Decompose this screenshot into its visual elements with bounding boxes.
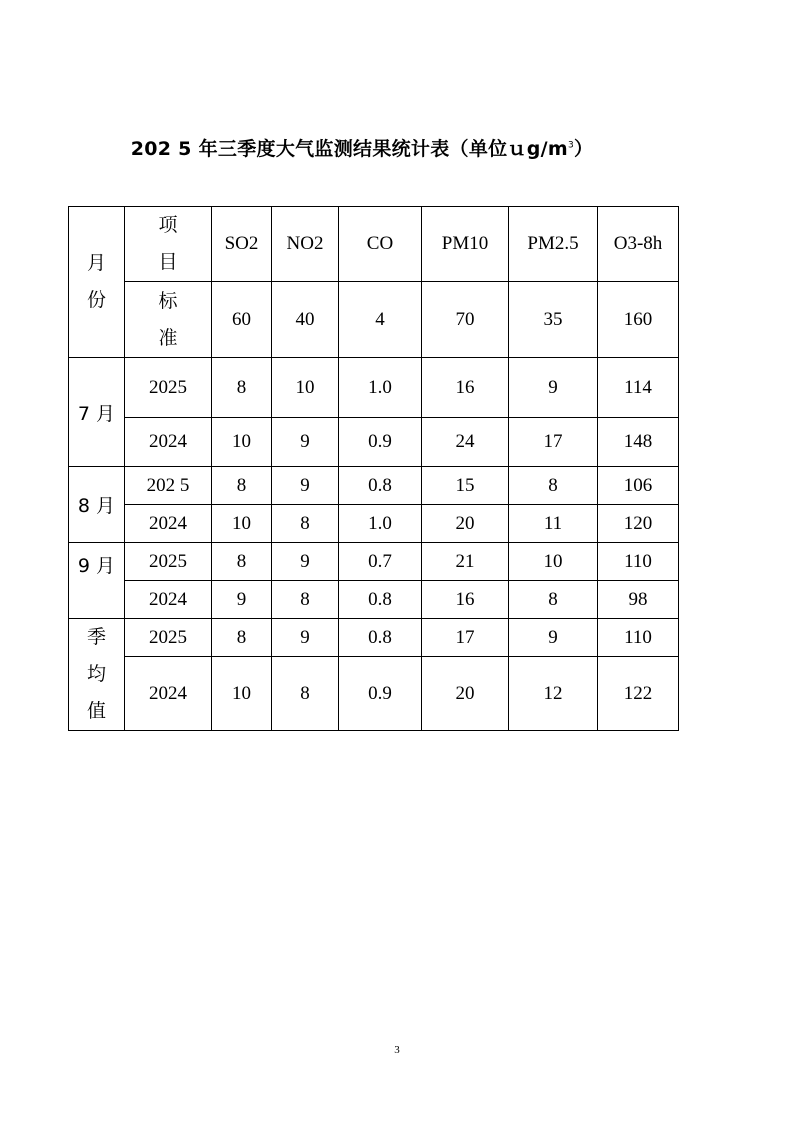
value-cell: 12 [509,657,598,731]
value-cell: 9 [272,467,339,505]
standard-row [69,282,679,358]
page-title [0,134,724,161]
page-number: 3 [394,1044,400,1056]
value-cell: 122 [598,657,679,731]
column-header: SO2 [212,207,272,282]
column-header: O3-8h [598,207,679,282]
value-cell: 8 [272,657,339,731]
avg-label-cell [69,619,125,731]
column-header: NO2 [272,207,339,282]
month-header-label: 月份 [86,252,106,311]
title-text: 202 5 年三季度大气监测结果统计表（单位ｕg/m [130,138,568,160]
table-row [69,358,679,418]
value-cell: 8 [509,581,598,619]
value-cell: 16 [422,358,509,418]
avg-label: 季均值 [86,626,106,722]
value-cell: 106 [598,467,679,505]
value-cell: 1.0 [339,358,422,418]
item-header-cell [125,207,212,282]
header-row [69,207,679,282]
value-cell: 24 [422,418,509,467]
year-cell: 2024 [125,418,212,467]
year-cell: 2025 [125,358,212,418]
value-cell: 9 [509,358,598,418]
month-header-cell [69,207,125,358]
table-row [69,543,679,581]
value-cell: 15 [422,467,509,505]
value-cell: 16 [422,581,509,619]
column-header: CO [339,207,422,282]
value-cell: 9 [272,619,339,657]
value-cell: 1.0 [339,505,422,543]
column-header: PM2.5 [509,207,598,282]
table-row [69,619,679,657]
value-cell: 8 [212,619,272,657]
value-cell: 10 [212,418,272,467]
value-cell: 9 [212,581,272,619]
table-row [69,467,679,505]
standard-value: 40 [272,282,339,358]
value-cell: 17 [422,619,509,657]
year-cell: 2025 [125,543,212,581]
value-cell: 9 [509,619,598,657]
value-cell: 20 [422,505,509,543]
month-label-sep: 9 月 [69,543,125,619]
value-cell: 10 [509,543,598,581]
year-cell: 2025 [125,619,212,657]
standard-value: 160 [598,282,679,358]
value-cell: 10 [212,657,272,731]
value-cell: 98 [598,581,679,619]
value-cell: 21 [422,543,509,581]
year-cell: 202 5 [125,467,212,505]
air-quality-table [68,206,679,731]
value-cell: 8 [509,467,598,505]
standard-label: 标准 [158,289,178,349]
value-cell: 0.9 [339,657,422,731]
table-row [69,418,679,467]
year-cell: 2024 [125,505,212,543]
value-cell: 20 [422,657,509,731]
value-cell: 11 [509,505,598,543]
value-cell: 8 [272,505,339,543]
column-header: PM10 [422,207,509,282]
value-cell: 9 [272,543,339,581]
title-close-paren: ） [573,138,594,160]
year-cell: 2024 [125,657,212,731]
standard-value: 70 [422,282,509,358]
month-label-jul: 7 月 [69,358,125,467]
value-cell: 17 [509,418,598,467]
value-cell: 148 [598,418,679,467]
month-label-aug: 8 月 [69,467,125,543]
value-cell: 8 [212,467,272,505]
item-header-label: 项目 [158,214,178,273]
value-cell: 8 [272,581,339,619]
value-cell: 8 [212,543,272,581]
standard-label-cell [125,282,212,358]
year-cell: 2024 [125,581,212,619]
value-cell: 0.8 [339,467,422,505]
standard-value: 35 [509,282,598,358]
value-cell: 9 [272,418,339,467]
value-cell: 10 [212,505,272,543]
value-cell: 10 [272,358,339,418]
value-cell: 120 [598,505,679,543]
value-cell: 0.8 [339,619,422,657]
standard-value: 4 [339,282,422,358]
table-row [69,505,679,543]
value-cell: 0.9 [339,418,422,467]
value-cell: 0.8 [339,581,422,619]
value-cell: 8 [212,358,272,418]
value-cell: 110 [598,543,679,581]
value-cell: 0.7 [339,543,422,581]
table-row [69,581,679,619]
table-row [69,657,679,731]
standard-value: 60 [212,282,272,358]
value-cell: 110 [598,619,679,657]
title-superscript: 3 [567,140,574,151]
value-cell: 114 [598,358,679,418]
